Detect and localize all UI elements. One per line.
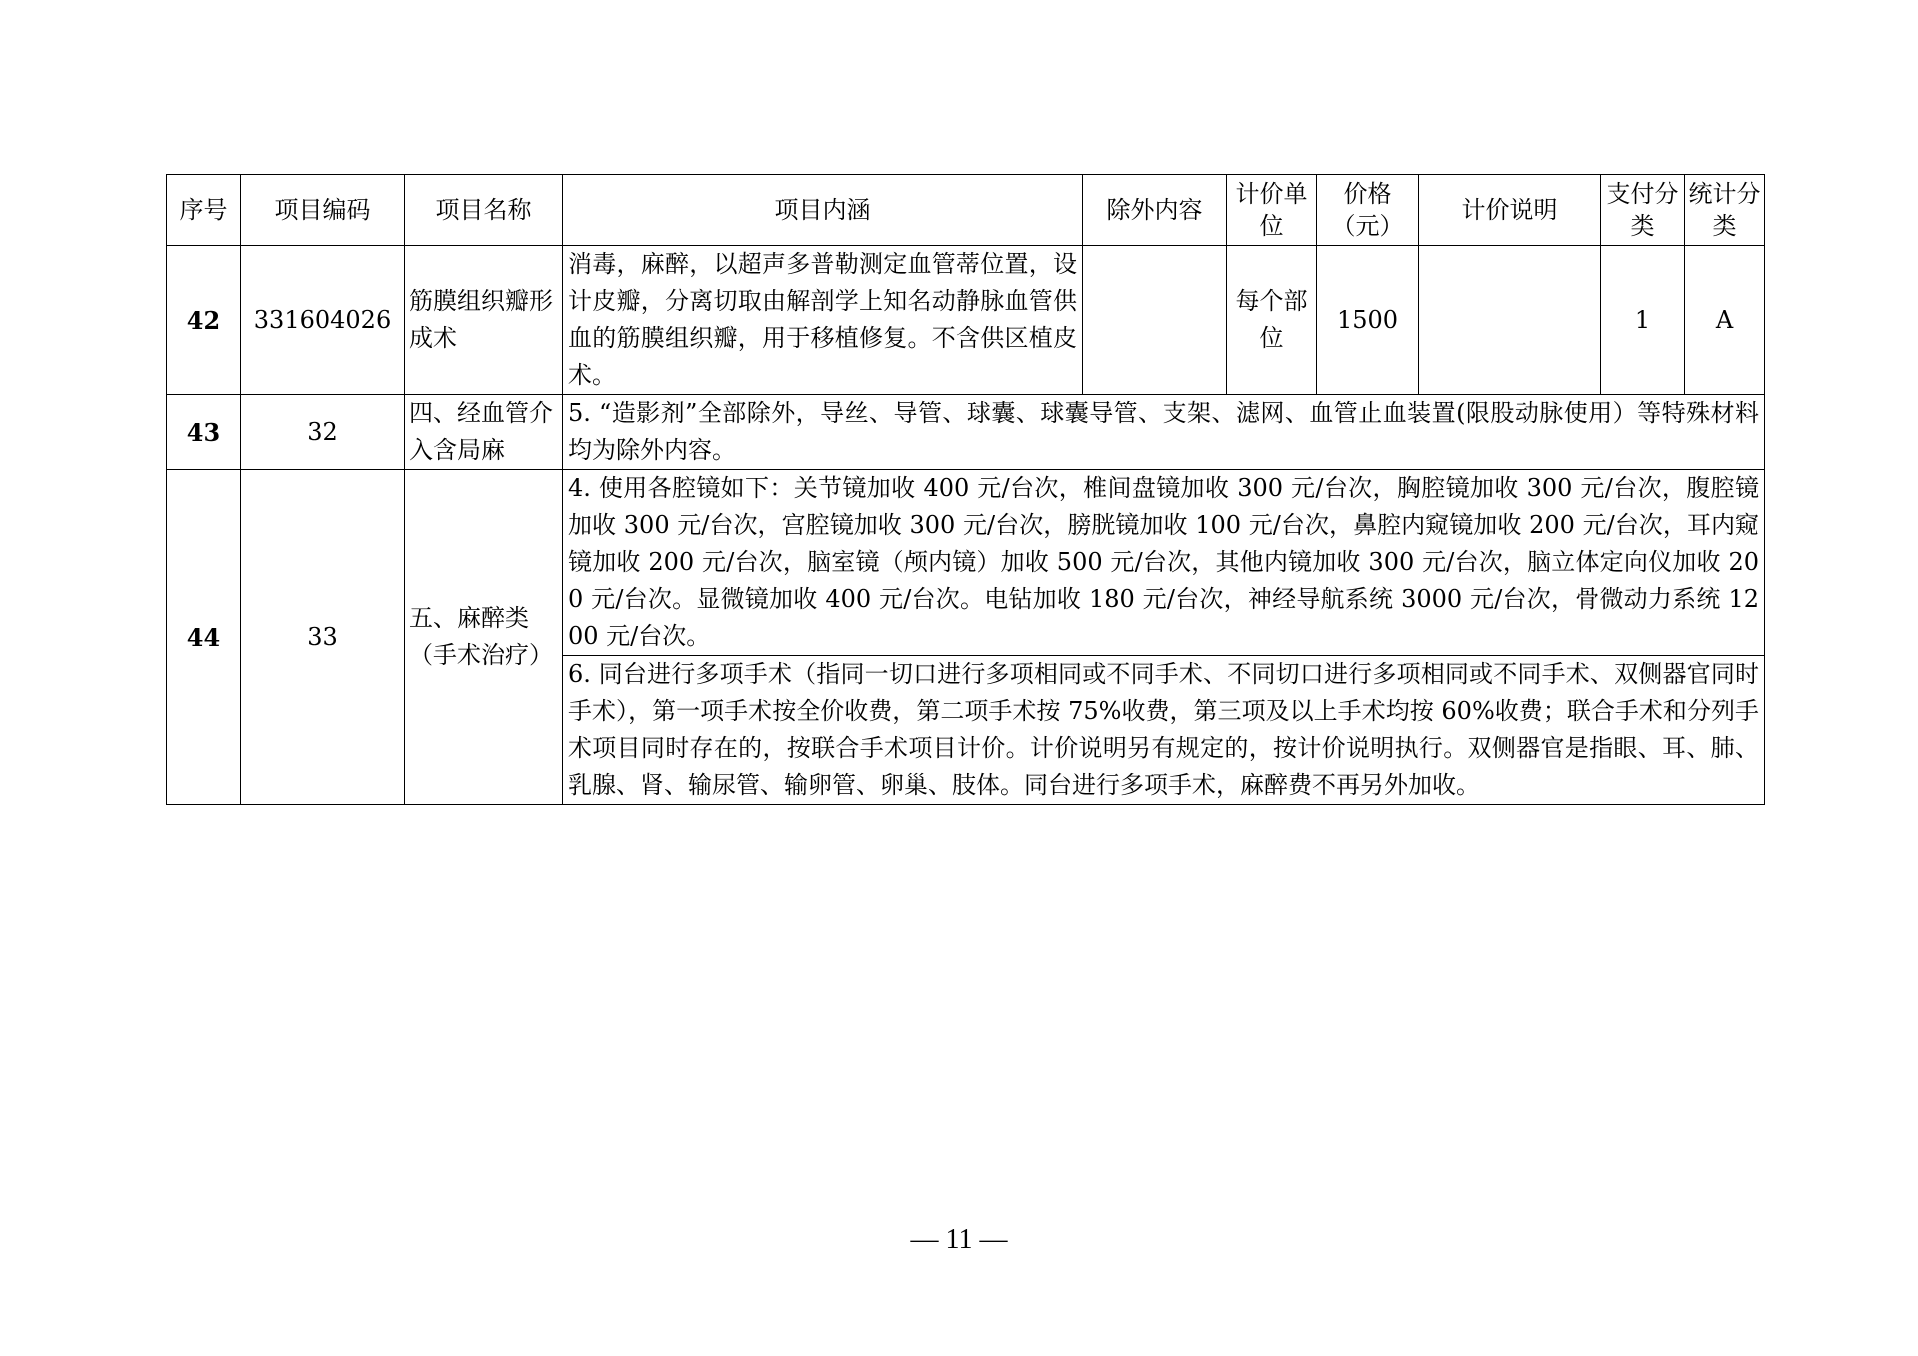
page-number: — 11 —	[910, 1224, 1008, 1255]
row-seq: 43	[167, 395, 241, 470]
row-content: 消毒，麻醉，以超声多普勒测定血管蒂位置，设计皮瓣，分离切取由解剖学上知名动静脉血管供血的筋膜组织瓣，用于移植修复。不含供区植皮术。	[563, 246, 1083, 395]
row-content-merged-b: 6. 同台进行多项手术（指同一切口进行多项相同或不同手术、不同切口进行多项相同或不同手术、双侧器官同时手术），第一项手术按全价收费，第二项手术按 75%收费，第三项及以上手术均按 60%收费；联合手术和分列手术项目同时存在的，按联合手术项目计价。计价说明另有规定的，按计价说明执行。双侧器官是指眼、耳、肺、乳腺、肾、输尿管、输卵管、卵巢、肢体。同台进行多项手术，麻醉费不再另外加收。	[563, 656, 1765, 805]
row-exclusion	[1083, 246, 1227, 395]
row-code: 331604026	[241, 246, 405, 395]
row-name: 筋膜组织瓣形成术	[405, 246, 563, 395]
table-row	[167, 470, 1765, 656]
row-unit: 每个部位	[1227, 246, 1317, 395]
fee-table	[166, 174, 1765, 805]
row-note	[1419, 246, 1601, 395]
row-name: 四、经血管介入含局麻	[405, 395, 563, 470]
row-stat: A	[1685, 246, 1765, 395]
row-content-merged-a: 4. 使用各腔镜如下：关节镜加收 400 元/台次，椎间盘镜加收 300 元/台次，胸腔镜加收 300 元/台次，腹腔镜加收 300 元/台次，宫腔镜加收 300 元/台次，膀胱镜加收 100 元/台次，鼻腔内窥镜加收 200 元/台次，耳内窥镜加收 200 元/台次，脑室镜（颅内镜）加收 500 元/台次，其他内镜加收 300 元/台次，脑立体定向仪加收 200 元/台次。显微镜加收 400 元/台次。电钻加收 180 元/台次，神经导航系统 3000 元/台次，骨微动力系统 1200 元/台次。	[563, 470, 1765, 656]
header-row	[167, 175, 1765, 246]
table-row	[167, 246, 1765, 395]
row-pay: 1	[1601, 246, 1685, 395]
row-code: 33	[241, 470, 405, 805]
row-seq: 42	[167, 246, 241, 395]
header-unit: 计价单位	[1227, 175, 1317, 246]
header-exclusion: 除外内容	[1083, 175, 1227, 246]
row-content-merged: 5. “造影剂”全部除外，导丝、导管、球囊、球囊导管、支架、滤网、血管止血装置(限股动脉使用）等特殊材料均为除外内容。	[563, 395, 1765, 470]
header-note: 计价说明	[1419, 175, 1601, 246]
row-name: 五、麻醉类（手术治疗）	[405, 470, 563, 805]
table-row	[167, 395, 1765, 470]
header-name: 项目名称	[405, 175, 563, 246]
row-seq: 44	[167, 470, 241, 805]
row-price: 1500	[1317, 246, 1419, 395]
header-code: 项目编码	[241, 175, 405, 246]
header-seq: 序号	[167, 175, 241, 246]
header-stat: 统计分类	[1685, 175, 1765, 246]
header-content: 项目内涵	[563, 175, 1083, 246]
header-pay: 支付分类	[1601, 175, 1685, 246]
row-code: 32	[241, 395, 405, 470]
header-price: 价格（元）	[1317, 175, 1419, 246]
